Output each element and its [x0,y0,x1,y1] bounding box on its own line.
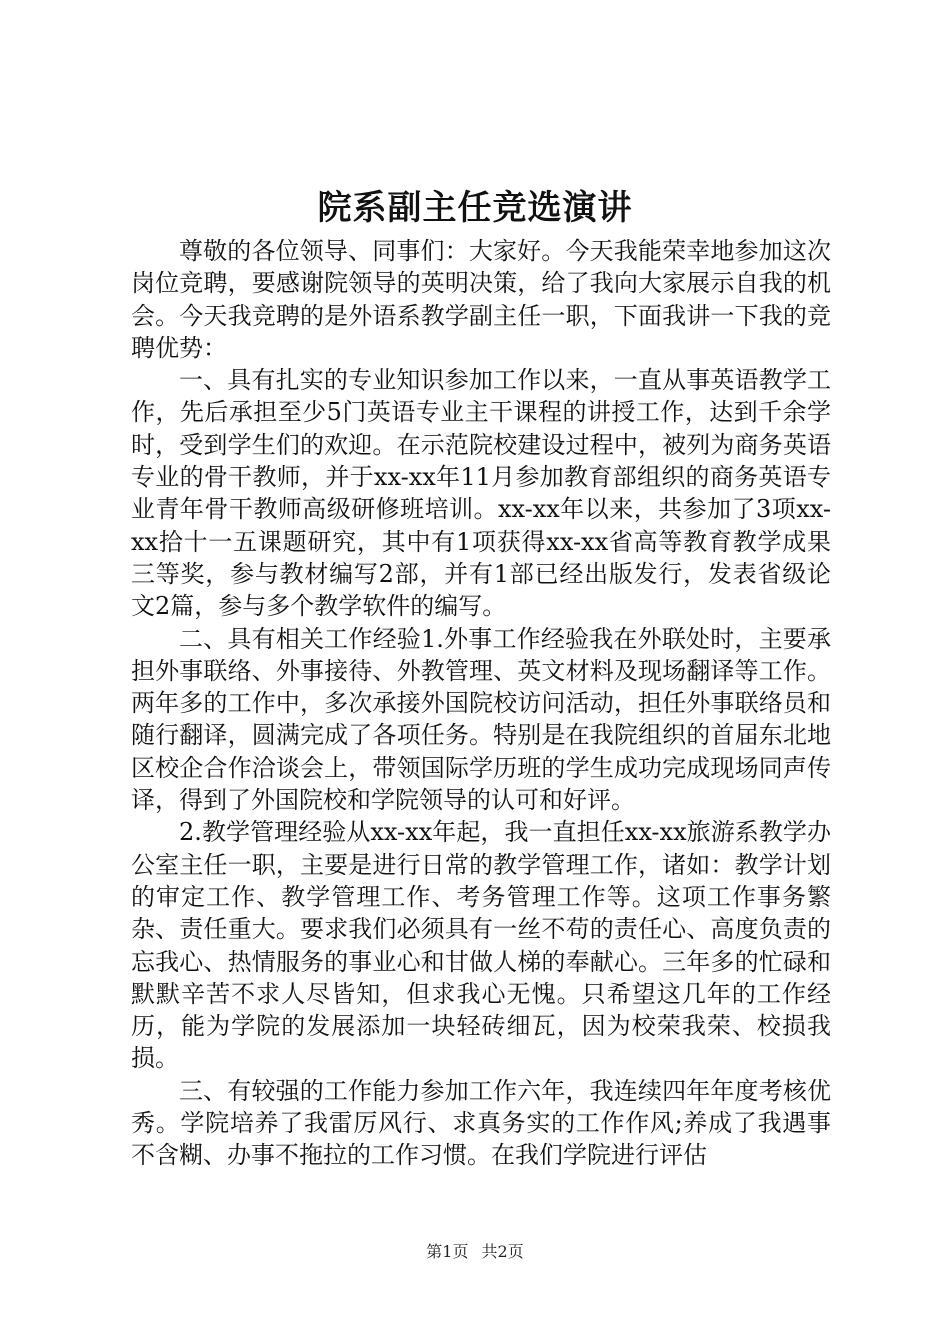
page-footer [0,1242,950,1262]
paragraph-foreign-affairs: 二、具有相关工作经验1.外事工作经验我在外联处时，主要承担外事联络、外事接待、外教管理、英文材料及现场翻译等工作。两年多的工作中，多次承接外国院校访问活动，担任外事联络员和随行翻译，圆满完成了各项任务。特别是在我院组织的首届东北地区校企合作洽谈会上，带领国际学历班的学生成功完成现场同声传译，得到了外国院校和学院领导的认可和好评。 [131,624,831,815]
paragraph-teaching-management: 2.教学管理经验从xx-xx年起，我一直担任xx-xx旅游系教学办公室主任一职，主要是进行日常的教学管理工作，诸如：教学计划的审定工作、教学管理工作、考务管理工作等。这项工作事务繁杂、责任重大。要求我们必须具有一丝不苟的责任心、高度负责的忘我心、热情服务的事业心和甘做人梯的奉献心。三年多的忙碌和默默辛苦不求人尽皆知，但求我心无愧。只希望这几年的工作经历，能为学院的发展添加一块轻砖细瓦，因为校荣我荣、校损我损。 [131,818,831,1073]
paragraph-work-ability: 三、有较强的工作能力参加工作六年，我连续四年年度考核优秀。学院培养了我雷厉风行、求真务实的工作作风;养成了我遇事不含糊、办事不拖拉的工作习惯。在我们学院进行评估 [131,1076,831,1170]
paragraph-greeting: 尊敬的各位领导、同事们：大家好。今天我能荣幸地参加这次岗位竞聘，要感谢院领导的英明决策，给了我向大家展示自我的机会。今天我竞聘的是外语系教学副主任一职，下面我讲一下我的竞聘优势： [131,237,831,362]
paragraph-expertise: 一、具有扎实的专业知识参加工作以来，一直从事英语教学工作，先后承担至少5门英语专业主干课程的讲授工作，达到千余学时，受到学生们的欢迎。在示范院校建设过程中，被列为商务英语专业的骨干教师，并于xx-xx年11月参加教育部组织的商务英语专业青年骨干教师高级研修班培训。xx-xx年以来，共参加了3项xx-xx拾十一五课题研究，其中有1项获得xx-xx省高等教育教学成果三等奖，参与教材编写2部，并有1部已经出版发行，发表省级论文2篇，参与多个教学软件的编写。 [131,366,831,621]
page-number: 第1页 [426,1242,469,1261]
page-total: 共2页 [481,1242,524,1261]
document-title: 院系副主任竞选演讲 [317,188,633,228]
document-body [131,235,831,1172]
